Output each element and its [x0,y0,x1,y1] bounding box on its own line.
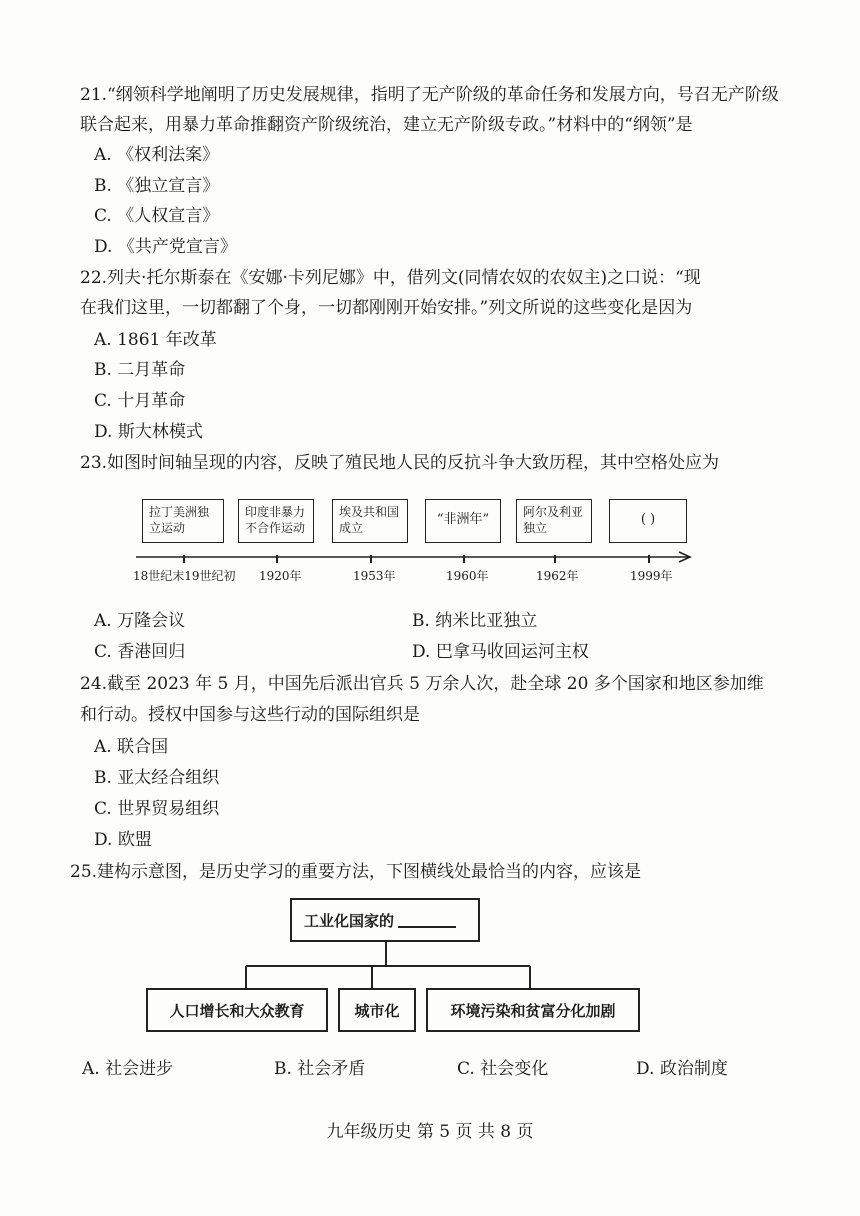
timeline-event-1-label-2: 立运动 [149,521,186,535]
diagram-child-3: 环境污染和贫富分化加剧 [426,988,640,1032]
q21-option-d: D. 《共产党宣言》 [94,237,237,257]
timeline-event-6-label-1: ( ) [640,512,656,527]
page-footer: 九年级历史 第 5 页 共 8 页 [326,1122,534,1142]
q22-option-a: A. 1861 年改革 [94,330,217,350]
q22-stem-line2: 在我们这里，一切都翻了个身，一切都刚刚开始安排。”列文所说的这些变化是因为 [80,298,693,318]
diagram-blank-line [398,912,456,928]
diagram-child-1: 人口增长和大众教育 [146,988,328,1032]
timeline-date-1: 18世纪末19世纪初 [133,569,236,583]
q22-option-d: D. 斯大林模式 [94,422,203,442]
q21-stem-line2: 联合起来，用暴力革命推翻资产阶级统治，建立无产阶级专政。”材料中的“纲领”是 [80,115,693,135]
timeline-date-5: 1962年 [536,569,579,583]
timeline-event-4-label-1: “非洲年” [436,512,490,527]
q24-option-c: C. 世界贸易组织 [94,799,220,819]
diagram-top-label: 工业化国家的 [304,911,395,930]
q25-option-d: D. 政治制度 [636,1059,728,1079]
q23-option-d: D. 巴拿马收回运河主权 [412,642,589,662]
diagram-child-2: 城市化 [338,988,416,1032]
q21-option-c: C. 《人权宣言》 [94,206,220,226]
q23-option-b: B. 纳米比亚独立 [412,611,538,631]
timeline-date-4: 1960年 [446,569,489,583]
q23-stem: 23.如图时间轴呈现的内容，反映了殖民地人民的反抗斗争大致历程，其中空格处应为 [80,453,720,473]
q23-option-c: C. 香港回归 [94,642,186,662]
timeline-event-2-label-2: 不合作运动 [245,521,306,535]
q23-option-a: A. 万隆会议 [94,611,186,631]
q24-stem-line2: 和行动。授权中国参与这些行动的国际组织是 [80,705,420,725]
timeline-event-3-label-1: 埃及共和国 [339,505,400,519]
q22-option-c: C. 十月革命 [94,391,186,411]
q22-stem-line1: 22.列夫·托尔斯泰在《安娜·卡列尼娜》中，借列文(同情农奴的农奴主)之口说：“现 [80,268,701,288]
q24-option-a: A. 联合国 [94,737,169,757]
q21-stem-line1: 21.“纲领科学地阐明了历史发展规律，指明了无产阶级的革命任务和发展方向，号召无产阶级 [80,85,779,105]
timeline-date-3: 1953年 [353,569,396,583]
timeline-date-6: 1999年 [630,569,673,583]
timeline-event-1-label-1: 拉丁美洲独 [149,505,210,519]
q25-option-c: C. 社会变化 [457,1059,549,1079]
timeline-event-3-label-2: 成立 [339,521,364,535]
timeline-event-5-label-2: 独立 [523,521,548,535]
diagram-top-box [290,898,480,942]
q25-stem: 25.建构示意图，是历史学习的重要方法，下图横线处最恰当的内容，应该是 [70,862,642,882]
timeline-date-2: 1920年 [259,569,302,583]
q24-option-b: B. 亚太经合组织 [94,768,220,788]
q22-option-b: B. 二月革命 [94,360,186,380]
timeline-event-2-label-1: 印度非暴力 [245,505,306,519]
q25-option-a: A. 社会进步 [82,1059,174,1079]
q21-option-a: A. 《权利法案》 [94,145,220,165]
q24-stem-line1: 24.截至 2023 年 5 月，中国先后派出官兵 5 万余人次，赴全球 20 多个国家和地区参加维 [80,674,764,694]
q25-option-b: B. 社会矛盾 [274,1059,366,1079]
timeline-event-5-label-1: 阿尔及利亚 [523,505,584,519]
q24-option-d: D. 欧盟 [94,830,152,850]
q21-option-b: B. 《独立宣言》 [94,176,220,196]
